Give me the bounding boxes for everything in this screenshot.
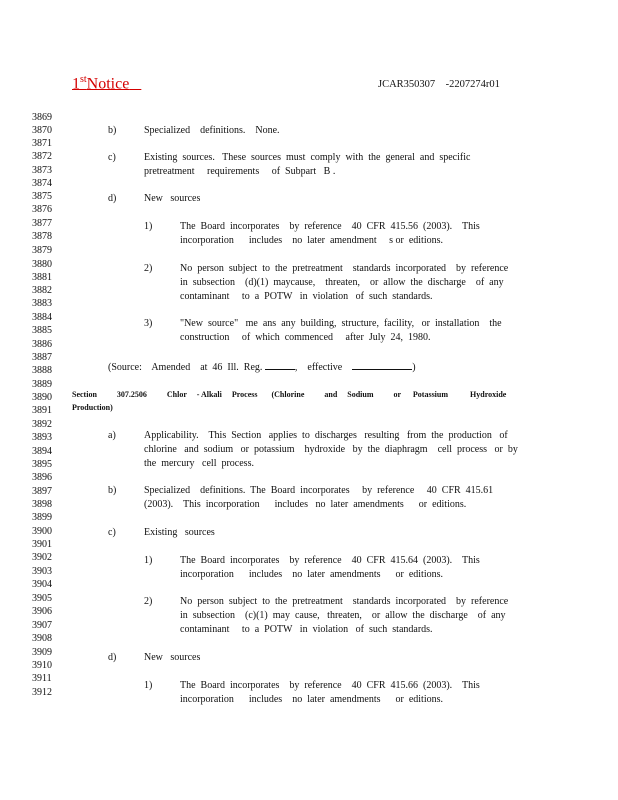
notice-word: Notice [86,75,130,93]
paragraph-text: No person subject to the pretreatment standards incorporated by reference [180,596,509,607]
item-label: 2) [144,596,153,607]
paragraph-text: Existing sources. These sources must comply with the general and specific [144,152,471,163]
paragraph-text: The Board incorporates by reference 40 CFR 415.66 (2003). This [180,680,480,691]
blank-register-page [265,360,295,370]
document-code: JCAR350307 -2207274r01 [378,79,500,90]
source-note [108,360,416,374]
line-number: 3875 [32,191,52,202]
line-number: 3899 [32,512,52,523]
line-number: 3884 [32,312,52,323]
line-number: 3870 [32,125,52,136]
item-label: 3) [144,318,153,329]
line-number: 3892 [32,419,52,430]
paragraph-text: incorporation includes no later amendment s or editions. [180,235,443,246]
item-label: 2) [144,263,153,274]
line-number: 3895 [32,459,52,470]
item-label: 1) [144,221,153,232]
source-note-middle: , effective [294,362,343,373]
paragraph-text: incorporation includes no later amendments or editions. [180,569,443,580]
line-number: 3911 [32,673,52,684]
paragraph-text: "New source" me ans any building, structure, facility, or installation the [180,318,502,329]
item-label: b) [108,485,117,496]
item-label: 1) [144,555,153,566]
paragraph-text: New sources [144,193,201,204]
item-label: b) [108,125,117,136]
paragraph-text: (2003). This incorporation includes no later amendments or editions. [144,499,467,510]
notice-prefix: 1 [72,75,80,93]
line-number: 3879 [32,245,52,256]
line-number: 3882 [32,285,52,296]
line-number: 3872 [32,151,52,162]
line-number: 3874 [32,178,52,189]
line-number: 3869 [32,112,52,123]
line-number: 3907 [32,620,52,631]
line-number: 3878 [32,231,52,242]
item-label: c) [108,527,116,538]
paragraph-text: pretreatment requirements of Subpart B . [144,166,336,177]
line-number: 3897 [32,486,52,497]
paragraph-text: chlorine and sodium or potassium hydroxide by the diaphragm cell process or by [144,444,518,455]
line-number: 3903 [32,566,52,577]
paragraph-text: The Board incorporates by reference 40 CFR 415.64 (2003). This [180,555,480,566]
line-number: 3910 [32,660,52,671]
line-number: 3901 [32,539,52,550]
line-number: 3896 [32,472,52,483]
line-number: 3902 [32,552,52,563]
paragraph-text: Specialized definitions. The Board incorporates by reference 40 CFR 415.61 [144,485,494,496]
line-number: 3909 [32,647,52,658]
paragraph-text: contaminant to a POTW in violation of such standards. [180,291,433,302]
line-number: 3871 [32,138,52,149]
line-number: 3912 [32,687,52,698]
line-number: 3906 [32,606,52,617]
line-number: 3877 [32,218,52,229]
line-number: 3888 [32,365,52,376]
paragraph-text: construction of which commenced after July 24, 1980. [180,332,431,343]
line-number: 3893 [32,432,52,443]
source-note-start: (Source: Amended at 46 Ill. Reg. [108,362,263,373]
item-label: d) [108,652,117,663]
line-number: 3881 [32,272,52,283]
item-label: c) [108,152,116,163]
line-number: 3905 [32,593,52,604]
paragraph-text: New sources [144,652,201,663]
line-number: 3880 [32,259,52,270]
paragraph-text: No person subject to the pretreatment standards incorporated by reference [180,263,509,274]
line-number: 3900 [32,526,52,537]
line-number: 3904 [32,579,52,590]
line-number: 3894 [32,446,52,457]
paragraph-text: Existing sources [144,527,215,538]
line-number: 3873 [32,165,52,176]
paragraph-text: The Board incorporates by reference 40 CFR 415.56 (2003). This [180,221,480,232]
item-label: d) [108,193,117,204]
paragraph-text: incorporation includes no later amendments or editions. [180,694,443,705]
line-number: 3889 [32,379,52,390]
line-number: 3908 [32,633,52,644]
line-number: 3883 [32,298,52,309]
line-number: 3891 [32,405,52,416]
source-note-end: ) [412,362,416,373]
line-number: 3885 [32,325,52,336]
item-label: 1) [144,680,153,691]
line-number: 3890 [32,392,52,403]
paragraph-text: Specialized definitions. None. [144,125,280,136]
paragraph-text: the mercury cell process. [144,458,254,469]
paragraph-text: in subsection (d)(1) maycause, threaten, or allow the discharge of any [180,277,504,288]
notice-superscript: st [80,74,87,85]
line-number: 3898 [32,499,52,510]
section-heading-cont: Production) [72,403,113,412]
paragraph-text: contaminant to a POTW in violation of such standards. [180,624,433,635]
line-number: 3887 [32,352,52,363]
blank-effective-date [352,360,412,370]
line-number: 3886 [32,339,52,350]
paragraph-text: Applicability. This Section applies to discharges resulting from the production of [144,430,508,441]
paragraph-text: in subsection (c)(1) may cause, threaten, or allow the discharge of any [180,610,506,621]
notice-heading [72,74,141,93]
line-number: 3876 [32,204,52,215]
item-label: a) [108,430,116,441]
section-heading: Section 307.2506 Chlor - Alkali Process (Chlorine and Sodium or Potassium Hydroxide [72,390,507,399]
